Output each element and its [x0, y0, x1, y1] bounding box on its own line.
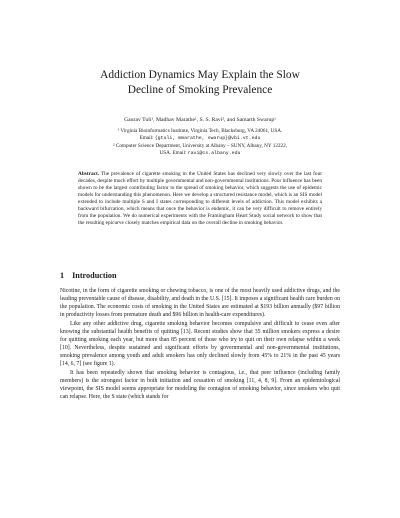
author-list: Gaurav Tuli¹, Madhav Marathe¹, S. S. Ravi², and Samarth Swarup¹: [124, 117, 276, 123]
affiliation-2-email-line: [60, 150, 340, 157]
affiliations: [60, 128, 340, 158]
title-line-1: Addiction Dynamics May Explain the Slow: [100, 69, 300, 81]
paragraph: Nicotine, in the form of cigarette smoking or chewing tobacco, is one of the most heavily used addictive drugs, and the leading preventable cause of disease, disability, and death in the U.S. [15]. It imposes a significant health care burden on the population. The economic costs of smoking in the United States are estimated at $193 billion annually ($97 billion in productivity losses from premature death and $96 billion in health-care expenditures).: [60, 288, 340, 319]
paragraph: It has been repeatedly shown that smoking behavior is contagious, i.e., that peer influence (including family members) is the strongest factor in both initiation and cessation of smoking [11, 4, 8, 9]. From an epidemiological viewpoint, the SIS model seems appropriate for modeling the contagion of smoking behavior, since smokers who quit can relapse. Here, the S state (which stands for: [60, 369, 340, 401]
section-heading: [60, 271, 125, 280]
title-line-2: Decline of Smoking Prevalence: [127, 83, 273, 96]
affiliation-1-email-line: [60, 135, 340, 142]
abstract-label: Abstract.: [78, 171, 100, 177]
affiliation-2-email-label: USA. Email:: [159, 150, 188, 157]
affiliation-2: ² Computer Science Department, University at Albany – SUNY, Albany, NY 12222,: [113, 142, 287, 149]
paragraph: Like any other addictive drug, cigarette smoking behavior becomes compulsive and difficult to cease even after knowing the substantial health benefits of quitting [13]. Recent studies show that 35 million smokers express a desire for quitting smoking each year, but more than 85 percent of those who try to quit on their own relapse within a week [10]. Nevertheless, despite sustained and significant efforts by governmental and non-governmental institutions, smoking prevalence among youth and adult smokers has only declined slowly from 45% to 21% in the past 45 years [14, 6, 7] (see figure 1).: [60, 320, 340, 368]
introduction-body: [60, 287, 340, 401]
affiliation-2-email: ravi@cs.albany.edu: [187, 151, 241, 157]
section-title: Introduction: [72, 271, 117, 280]
affiliation-1-email-label: Email:: [139, 135, 155, 142]
affiliation-1-email: {gtuli, mmarathe, swarup}@vbi.vt.edu: [154, 136, 261, 142]
paper-title: [60, 68, 340, 97]
abstract: [78, 171, 322, 227]
affiliation-1: ¹ Virginia Bioinformatics Institute, Virginia Tech, Blacksburg, VA 24061, USA.: [117, 128, 283, 134]
section-number: 1: [60, 271, 65, 280]
abstract-text: The prevalence of cigarette smoking in the United States has declined very slowly over the last four decades, despite much effort by multiple governmental and non-governmental institutions. Poor influence has been shown to be the largest contributing factor to the spread of smoking behavior, which suggests the use of epidemic models for understanding this phenomenon. Here we develop a structured resistance model, which is an SIS model extended to include multiple S and I states corresponding to different levels of addiction. This model exhibits a backward bifurcation, which means that once the behavior is endemic, it can be very difficult to remove entirely from the population. We do numerical experiments with the Framingham Heart Study social network to show that the resulting epicurve closely matches empirical data on the overall decline in smoking behavior.: [78, 171, 322, 227]
